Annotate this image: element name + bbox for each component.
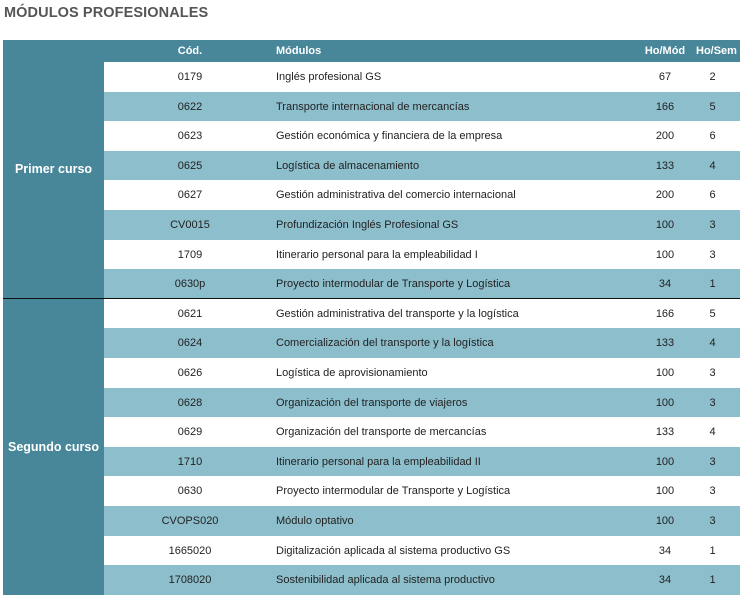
table-row — [104, 358, 740, 388]
cell-code: 0625 — [177, 159, 203, 172]
table-row — [104, 62, 740, 92]
page-title: MÓDULOS PROFESIONALES — [4, 5, 209, 21]
cell-ho-mod: 34 — [658, 278, 672, 291]
cell-module: Organización del transporte de mercancías — [276, 426, 487, 439]
cell-ho-mod: 100 — [655, 455, 675, 468]
cell-module: Profundización Inglés Profesional GS — [276, 219, 459, 231]
cell-code: 0630 — [177, 485, 203, 498]
table-row — [104, 476, 740, 506]
table-row — [104, 417, 740, 447]
cell-code: 0628 — [177, 396, 203, 409]
cell-ho-sem: 4 — [709, 159, 716, 172]
cell-code: 0622 — [177, 100, 203, 113]
cell-ho-mod: 133 — [655, 337, 675, 350]
cell-ho-sem: 5 — [709, 100, 716, 113]
cell-ho-sem: 1 — [709, 544, 716, 557]
cell-ho-sem: 6 — [709, 130, 716, 143]
cell-ho-mod: 133 — [655, 159, 675, 172]
table-row — [104, 536, 740, 566]
cell-ho-sem: 3 — [709, 219, 716, 231]
cell-code: 0179 — [177, 71, 203, 83]
cell-ho-mod: 100 — [655, 219, 675, 231]
header-ho-sem: Ho/Sem — [696, 45, 737, 57]
cell-module: Transporte internacional de mercancías — [276, 100, 470, 113]
cell-ho-sem: 3 — [709, 367, 716, 379]
group-label-segundo-curso: Segundo curso — [3, 299, 104, 595]
cell-ho-mod: 133 — [655, 426, 675, 439]
cell-module: Gestión administrativa del comercio internacional — [276, 189, 516, 202]
cell-ho-sem: 3 — [709, 396, 716, 409]
cell-module: Itinerario personal para la empleabilidad II — [276, 455, 481, 468]
cell-ho-mod: 100 — [655, 248, 675, 261]
cell-code: 1665020 — [168, 544, 212, 557]
cell-module: Gestión económica y financiera de la empresa — [276, 130, 503, 143]
cell-module: Sostenibilidad aplicada al sistema productivo — [276, 574, 495, 587]
cell-module: Proyecto intermodular de Transporte y Logística — [276, 278, 511, 291]
cell-module: Inglés profesional GS — [276, 71, 382, 83]
cell-code: 1708020 — [168, 574, 212, 587]
cell-ho-mod: 100 — [655, 515, 675, 527]
cell-code: CVOPS020 — [161, 515, 219, 527]
cell-code: 0626 — [177, 367, 203, 379]
cell-code: 0629 — [177, 426, 203, 439]
table-row — [104, 269, 740, 299]
cell-module: Gestión administrativa del transporte y la logística — [276, 307, 519, 320]
cell-module: Módulo optativo — [276, 515, 354, 527]
cell-ho-sem: 6 — [709, 189, 716, 202]
table-row — [104, 328, 740, 358]
cell-ho-sem: 2 — [709, 71, 716, 83]
cell-ho-mod: 67 — [658, 71, 672, 83]
table-row — [104, 240, 740, 270]
header-ho-mod: Ho/Mód — [644, 45, 686, 57]
cell-ho-mod: 34 — [658, 574, 672, 587]
table-row — [104, 388, 740, 418]
cell-ho-mod: 34 — [658, 544, 672, 557]
cell-module: Logística de aprovisionamiento — [276, 367, 428, 379]
table-row — [104, 92, 740, 122]
cell-code: 0630p — [174, 278, 206, 291]
cell-ho-sem: 3 — [709, 455, 716, 468]
cell-code: 0627 — [177, 189, 203, 202]
table-row — [104, 210, 740, 240]
table-row — [104, 565, 740, 595]
cell-module: Digitalización aplicada al sistema productivo GS — [276, 544, 511, 557]
header-code: Cód. — [177, 45, 203, 57]
cell-ho-sem: 4 — [709, 426, 716, 439]
table-row — [104, 299, 740, 329]
cell-module: Logística de almacenamiento — [276, 159, 420, 172]
table-header — [104, 40, 740, 62]
cell-code: 1710 — [177, 455, 203, 468]
table-row — [104, 151, 740, 181]
cell-code: CV0015 — [170, 219, 210, 231]
cell-module: Organización del transporte de viajeros — [276, 396, 468, 409]
cell-module: Itinerario personal para la empleabilidad I — [276, 248, 478, 261]
table-row — [104, 447, 740, 477]
cell-code: 0621 — [177, 307, 203, 320]
cell-ho-mod: 100 — [655, 485, 675, 498]
cell-ho-sem: 1 — [709, 278, 716, 291]
cell-ho-sem: 4 — [709, 337, 716, 350]
table-row — [104, 180, 740, 210]
table-row — [104, 121, 740, 151]
cell-ho-sem: 5 — [709, 307, 716, 320]
cell-ho-sem: 3 — [709, 515, 716, 527]
cell-ho-mod: 166 — [655, 100, 675, 113]
cell-ho-mod: 200 — [655, 130, 675, 143]
cell-module: Proyecto intermodular de Transporte y Logística — [276, 485, 511, 498]
group-label-primer-curso: Primer curso — [3, 40, 104, 299]
cell-code: 0623 — [177, 130, 203, 143]
cell-ho-sem: 3 — [709, 248, 716, 261]
cell-ho-sem: 3 — [709, 485, 716, 498]
cell-ho-sem: 1 — [709, 574, 716, 587]
cell-module: Comercialización del transporte y la logística — [276, 337, 494, 350]
header-module: Módulos — [276, 45, 322, 57]
cell-code: 1709 — [177, 248, 203, 261]
cell-ho-mod: 100 — [655, 396, 675, 409]
cell-ho-mod: 100 — [655, 367, 675, 379]
cell-code: 0624 — [177, 337, 203, 350]
cell-ho-mod: 166 — [655, 307, 675, 320]
cell-ho-mod: 200 — [655, 189, 675, 202]
table-row — [104, 506, 740, 536]
